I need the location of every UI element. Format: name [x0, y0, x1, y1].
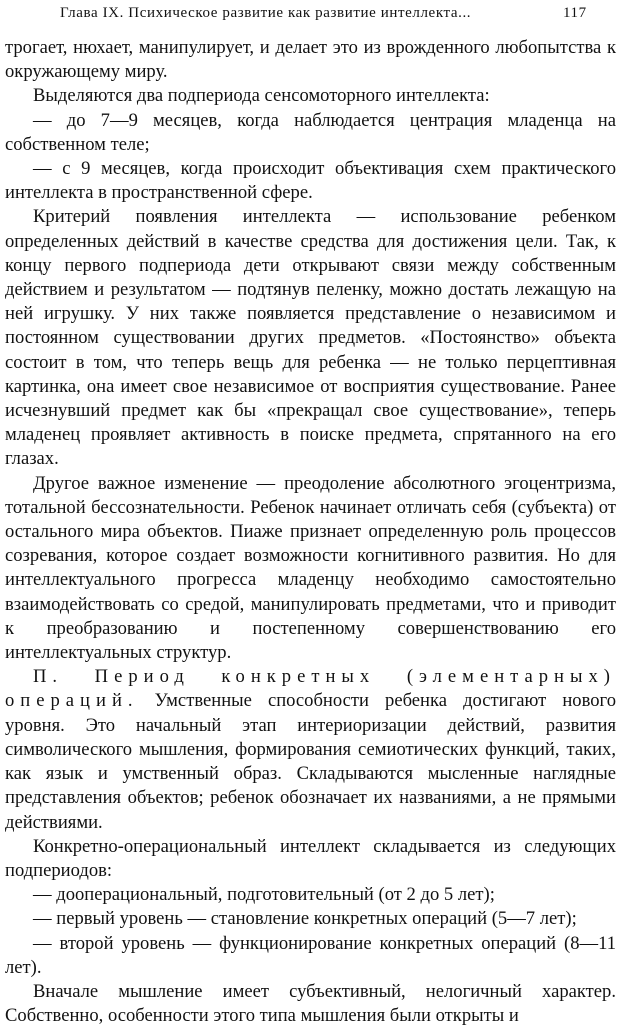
paragraph-continued: трогает, нюхает, манипулирует, и делает это из врожденного любопытства к окружающему миру. [5, 37, 616, 83]
chapter-title: Глава IX. Психическое развитие как развитие интеллекта... [60, 5, 472, 21]
list-item: — до 7—9 месяцев, когда наблюдается центрация младенца на собственном теле; [5, 109, 616, 155]
list-item: — дооперациональный, подготовительный (от 2 до 5 лет); [33, 884, 495, 906]
paragraph: Конкретно-операциональный интеллект складывается из следующих подпериодов: [5, 835, 616, 881]
list-item: — второй уровень — функционирование конкретных операций (8—11 лет). [5, 932, 616, 978]
list-item: — первый уровень — становление конкретных операций (5—7 лет); [33, 908, 577, 930]
paragraph: Другое важное изменение — преодоление абсолютного эгоцентризма, тотальной бессознательности. Ребенок начинает отличать себя (субъекта) от остального мира объектов. Пиаже признает определенную роль процессов созревания, которое создает возможности когнитивного развития. Но для интеллектуального прогресса младенцу необходимо самостоятельно взаимодействовать со средой, манипулировать предметами, что и приводит к преобразованию и постепенному совершенствованию его интеллектуальных структур. [5, 472, 616, 664]
paragraph: Критерий появления интеллекта — использование ребенком определенных действий в качестве средства для достижения цели. Так, к концу первого подпериода дети открывают связи между собственным действием и результатом — подтянув пеленку, можно достать лежащую на ней игрушку. У них также появляется представление о независимом и постоянном существовании других предметов. «Постоянство» объекта состоит в том, что теперь вещь для ребенка — не только перцептивная картинка, она имеет свое независимое от восприятия существование. Ранее исчезнувший предмет как бы «прекращал свое существование», теперь младенец проявляет активность в поиске предмета, спрятанного на его глазах. [5, 206, 616, 470]
section-heading: П. Период конкретных (элементарных) операций. [5, 666, 616, 712]
body-text [5, 36, 616, 1028]
list-item: — с 9 месяцев, когда происходит объективация схем практического интеллекта в пространственной сфере. [5, 158, 616, 204]
section-paragraph [5, 665, 616, 834]
paragraph: Вначале мышление имеет субъективный, нелогичный характер. Собственно, особенности этого типа мышления были открыты и [5, 980, 616, 1027]
page-number: 117 [563, 5, 587, 21]
paragraph: Выделяются два подпериода сенсомоторного интеллекта: [33, 85, 490, 107]
running-head [0, 2, 620, 28]
section-text: Умственные способности ребенка достигают нового уровня. Это начальный этап интериоризации действий, развития символического мышления, формирования семиотических функций, таких, как язык и умственный образ. Складываются мысленные наглядные представления объектов; ребенок обозначает их названиями, а не прямыми действиями. [5, 690, 616, 833]
